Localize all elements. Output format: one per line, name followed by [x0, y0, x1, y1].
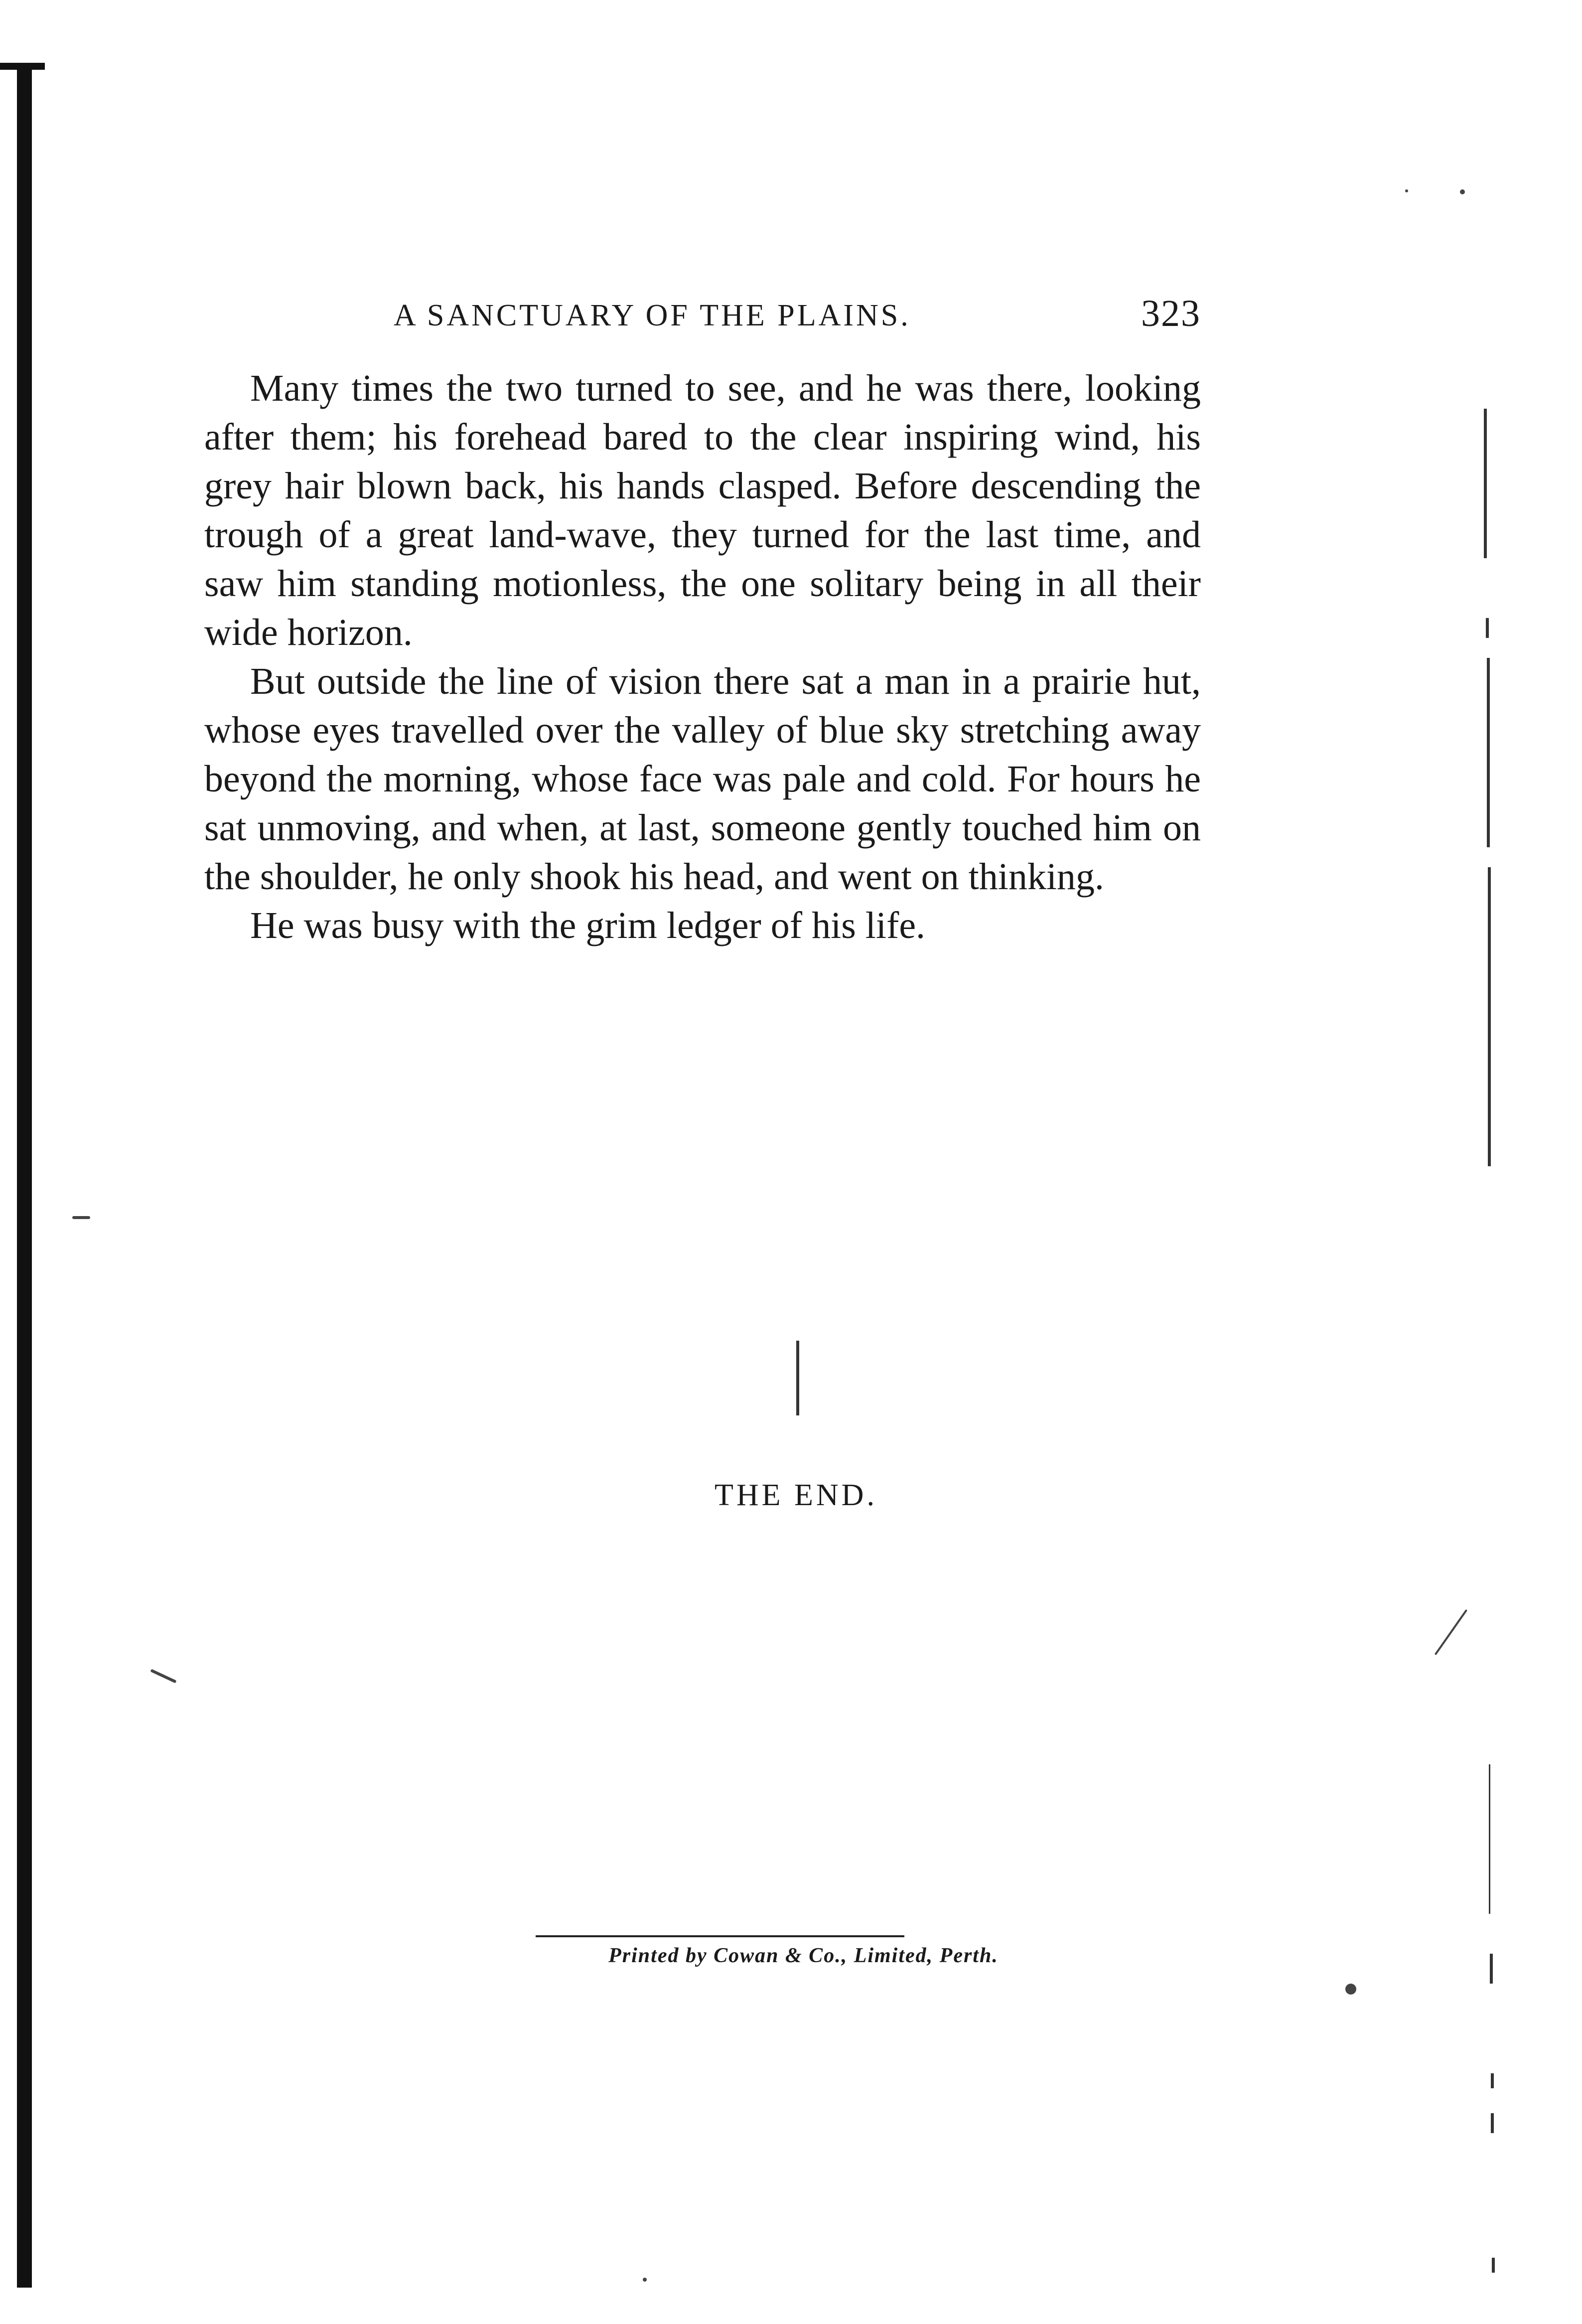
the-end-label: THE END. — [715, 1478, 877, 1512]
scan-mark — [1487, 658, 1490, 847]
scan-mark — [1492, 2258, 1495, 2273]
scan-speck — [1460, 189, 1465, 194]
scan-mark — [1488, 867, 1491, 1166]
scan-speck — [150, 1669, 176, 1683]
scan-speck — [1345, 1984, 1356, 1995]
paragraph: But outside the line of vision there sat a man in a prairie hut, whose eyes travelled over the valley of blue sky stretching away beyond the morning, whose face was pale and cold. For hours he sat unmoving, and when, at last, someone gently touched him on the shoulder, he only shook his head, and went on thinking. — [204, 660, 1201, 898]
scan-mark — [1491, 2113, 1494, 2133]
running-head — [394, 293, 1201, 338]
imprint-rule — [536, 1935, 904, 1937]
body-text — [204, 364, 1201, 950]
paragraph: He was busy with the grim ledger of his life. — [250, 905, 926, 946]
printer-imprint: Printed by Cowan & Co., Limited, Perth. — [608, 1944, 999, 1967]
scan-mark — [1489, 1764, 1490, 1914]
scan-speck — [643, 2278, 647, 2282]
scan-speck — [72, 1216, 90, 1219]
scan-speck — [1405, 189, 1408, 192]
paragraph: Many times the two turned to see, and he was there, looking after them; his forehead bared to the clear inspiring wind, his grey hair blown back, his hands clasped. Before descending the trough of a great land-wave, they turned for the last time, and saw him standing motionless, the one solitary being in all their wide horizon. — [204, 367, 1201, 653]
scan-mark — [1491, 2073, 1494, 2088]
scan-mark — [1484, 409, 1487, 558]
scan-mark — [1486, 618, 1489, 638]
scan-speck — [1435, 1609, 1467, 1655]
page-number: 323 — [1141, 293, 1201, 334]
running-title: A SANCTUARY OF THE PLAINS. — [394, 299, 911, 332]
end-ornament-mark — [796, 1341, 799, 1415]
